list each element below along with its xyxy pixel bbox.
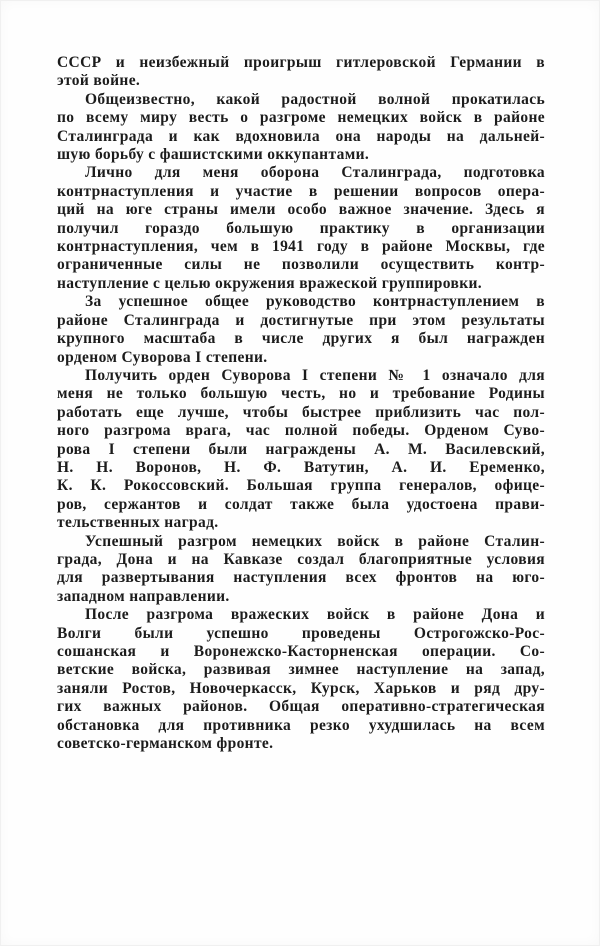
text-line: Сталинграда и как вдохновила она народы на дальней- <box>57 127 545 145</box>
text-line: контрнаступления, чем в 1941 году в районе Москвы, где <box>57 238 545 256</box>
paragraph <box>57 533 545 607</box>
text-line: СССР и неизбежный проигрыш гитлеровской Германии в <box>57 54 545 71</box>
text-line: советско-германском фронте. <box>57 735 274 753</box>
text-line: Н. Н. Воронов, Н. Ф. Ватутин, А. И. Еременко, <box>57 458 545 476</box>
paragraph <box>57 91 545 165</box>
paragraph <box>57 164 545 293</box>
text-line: За успешное общее руководство контрнаступлением в <box>85 293 545 311</box>
text-line: Волги были успешно проведены Острогожско-Рос- <box>57 624 545 642</box>
text-line: ций на юге страны имели особо важное значение. Здесь я <box>57 201 545 219</box>
text-line: меня не только большую честь, но и требование Родины <box>57 385 545 403</box>
page-text-block <box>57 54 545 753</box>
paragraph <box>57 293 545 367</box>
text-line: ров, сержантов и солдат также была удостоена прави- <box>57 495 545 513</box>
text-line: для развертывания наступления всех фронтов на юго- <box>57 569 545 587</box>
paragraph <box>57 606 545 753</box>
text-line: Получить орден Суворова I степени № 1 означало для <box>85 366 545 384</box>
text-line: ветские войска, развивая зимнее наступление на запад, <box>57 661 545 679</box>
text-line: шую борьбу с фашистскими оккупантами. <box>57 146 370 164</box>
text-line: по всему миру весть о разгроме немецких войск в районе <box>57 109 545 127</box>
text-line: тельственных наград. <box>57 514 219 532</box>
text-line: районе Сталинграда и достигнутые при этом результаты <box>57 311 545 329</box>
text-line: гих важных районов. Общая оперативно-стратегическая <box>57 698 545 716</box>
text-line: получил гораздо большую практику в организации <box>57 219 545 237</box>
text-line: заняли Ростов, Новочеркасск, Курск, Харьков и ряд дру- <box>57 679 545 697</box>
text-line: сошанская и Воронежско-Касторненская операции. Со- <box>57 643 545 660</box>
text-line: Общеизвестно, какой радостной волной прокатилась <box>85 90 545 108</box>
text-line: орденом Суворова I степени. <box>57 348 268 366</box>
text-line: ограниченные силы не позволили осуществить контр- <box>57 256 545 274</box>
text-line: обстановка для противника резко ухудшилась на всем <box>57 716 545 734</box>
text-line: работать еще лучше, чтобы быстрее приблизить час пол- <box>57 403 545 421</box>
text-line: этой войне. <box>57 72 141 90</box>
text-line: ного разгрома врага, час полной победы. Орденом Суво- <box>57 422 545 440</box>
text-line: После разгрома вражеских войск в районе Дона и <box>85 606 545 624</box>
text-line: западном направлении. <box>57 587 230 605</box>
text-line: контрнаступления и участие в решении вопросов опера- <box>57 182 545 200</box>
text-line: Лично для меня оборона Сталинграда, подготовка <box>85 164 545 182</box>
text-line: крупного масштаба в числе других я был награжден <box>57 330 545 348</box>
text-line: наступление с целью окружения вражеской группировки. <box>57 274 482 292</box>
text-line: Успешный разгром немецких войск в районе Сталин- <box>85 532 545 550</box>
paragraph <box>57 54 545 91</box>
paragraph <box>57 367 545 533</box>
text-line: града, Дона и на Кавказе создал благоприятные условия <box>57 550 545 568</box>
text-line: К. К. Рокоссовский. Большая группа генералов, офице- <box>57 477 545 495</box>
text-line: рова I степени были награждены А. М. Василевский, <box>57 440 545 458</box>
